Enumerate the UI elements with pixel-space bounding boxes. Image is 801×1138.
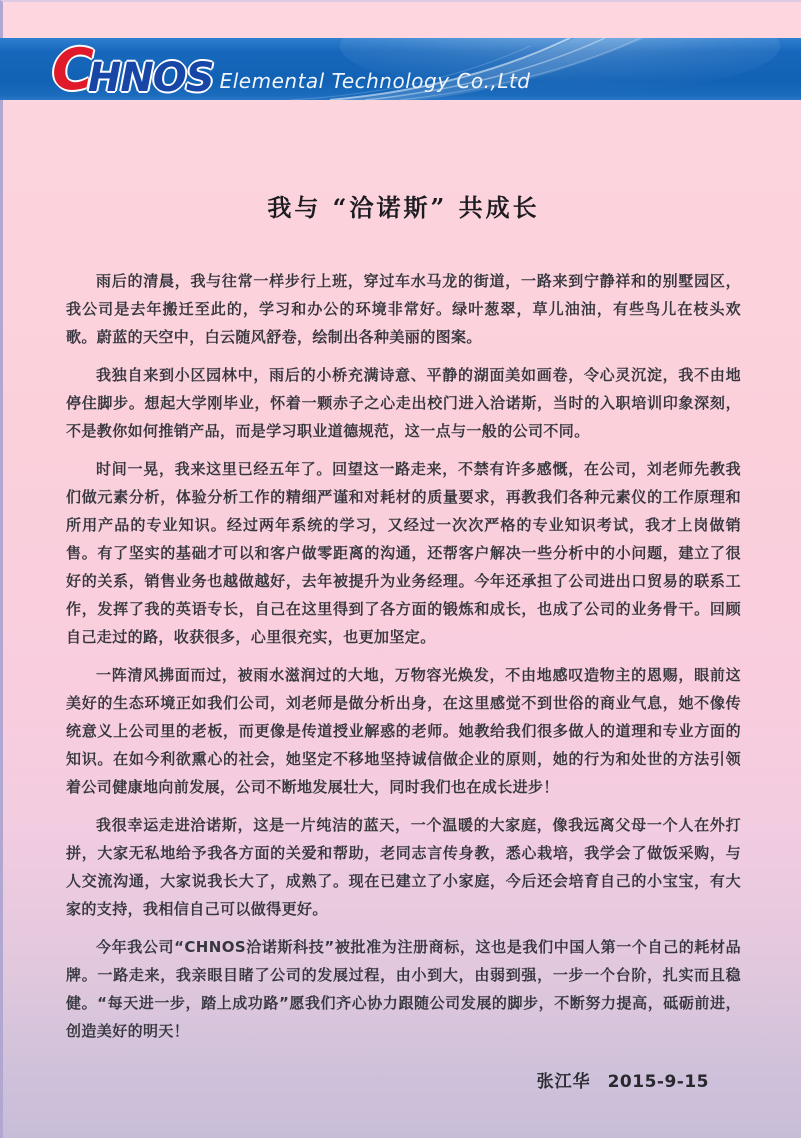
logo-letter-c: C	[52, 38, 92, 100]
paragraph-6: 今年我公司“CHNOS洽诺斯科技”被批准为注册商标，这也是我们中国人第一个自己的耗材品牌。一路走来，我亲眼目睹了公司的发展过程，由小到大，由弱到强，一步一个台阶，扎实而且稳健。“每天进一步，踏上成功路”愿我们齐心协力跟随公司发展的脚步，不断努力提高，砥砺前进，创造美好的明天！	[66, 938, 741, 1040]
signature-name: 张江华	[536, 1072, 591, 1092]
paragraph-2: 我独自来到小区园林中，雨后的小桥充满诗意、平静的湖面美如画卷，令心灵沉淀，我不由地停住脚步。想起大学刚毕业，怀着一颗赤子之心走出校门进入洽诺斯，当时的入职培训印象深刻，不是教你如何推销产品，而是学习职业道德规范，这一点与一般的公司不同。	[66, 366, 741, 440]
chnos-logo	[52, 38, 531, 100]
paragraph-3: 时间一晃，我来这里已经五年了。回望这一路走来，不禁有许多感慨，在公司，刘老师先教我们做元素分析，体验分析工作的精细严谨和对耗材的质量要求，再教我们各种元素仪的工作原理和所用产品的专业知识。经过两年系统的学习，又经过一次次严格的专业知识考试，我才上岗做销售。有了坚实的基础才可以和客户做零距离的沟通，还帮客户解决一些分析中的小问题，建立了很好的关系，销售业务也越做越好，去年被提升为业务经理。今年还承担了公司进出口贸易的联系工作，发挥了我的英语专长，自己在这里得到了各方面的锻炼和成长，也成了公司的业务骨干。回顾自己走过的路，收获很多，心里很充实，也更加坚定。	[66, 460, 741, 646]
paragraph-5: 我很幸运走进洽诺斯，这是一片纯洁的蓝天，一个温暖的大家庭，像我远离父母一个人在外打拼，大家无私地给予我各方面的关爱和帮助，老同志言传身教，悉心栽培，我学会了做饭采购，与人交流沟通，大家说我长大了，成熟了。现在已建立了小家庭，今后还会培育自己的小宝宝，有大家的支持，我相信自己可以做得更好。	[66, 816, 741, 918]
paragraph-1: 雨后的清晨，我与往常一样步行上班，穿过车水马龙的街道，一路来到宁静祥和的别墅园区，我公司是去年搬迁至此的，学习和办公的环境非常好。绿叶葱翠，草儿油油，有些鸟儿在枝头欢歌。蔚蓝的天空中，白云随风舒卷，绘制出各种美丽的图案。	[66, 272, 741, 346]
letter-content	[3, 100, 801, 1092]
signature-line	[66, 1067, 741, 1092]
letter-title: 我与 “洽诺斯” 共成长	[267, 193, 540, 222]
logo-letters-hnos: HNOS	[87, 55, 214, 100]
company-name: Elemental Technology Co.,Ltd	[219, 69, 531, 93]
paragraph-4: 一阵清风拂面而过，被雨水滋润过的大地，万物容光焕发，不由地感叹造物主的恩赐，眼前这美好的生态环境正如我们公司，刘老师是做分析出身，在这里感觉不到世俗的商业气息，她不像传统意义上公司里的老板，而更像是传道授业解惑的老师。她教给我们很多做人的道理和专业方面的知识。在如今利欲熏心的社会，她坚定不移地坚持诚信做企业的原则，她的行为和处世的方法引领着公司健康地向前发展，公司不断地发展壮大，同时我们也在成长进步！	[66, 666, 741, 796]
signature-date: 2015-9-15	[607, 1072, 709, 1092]
company-header-band	[0, 38, 801, 100]
